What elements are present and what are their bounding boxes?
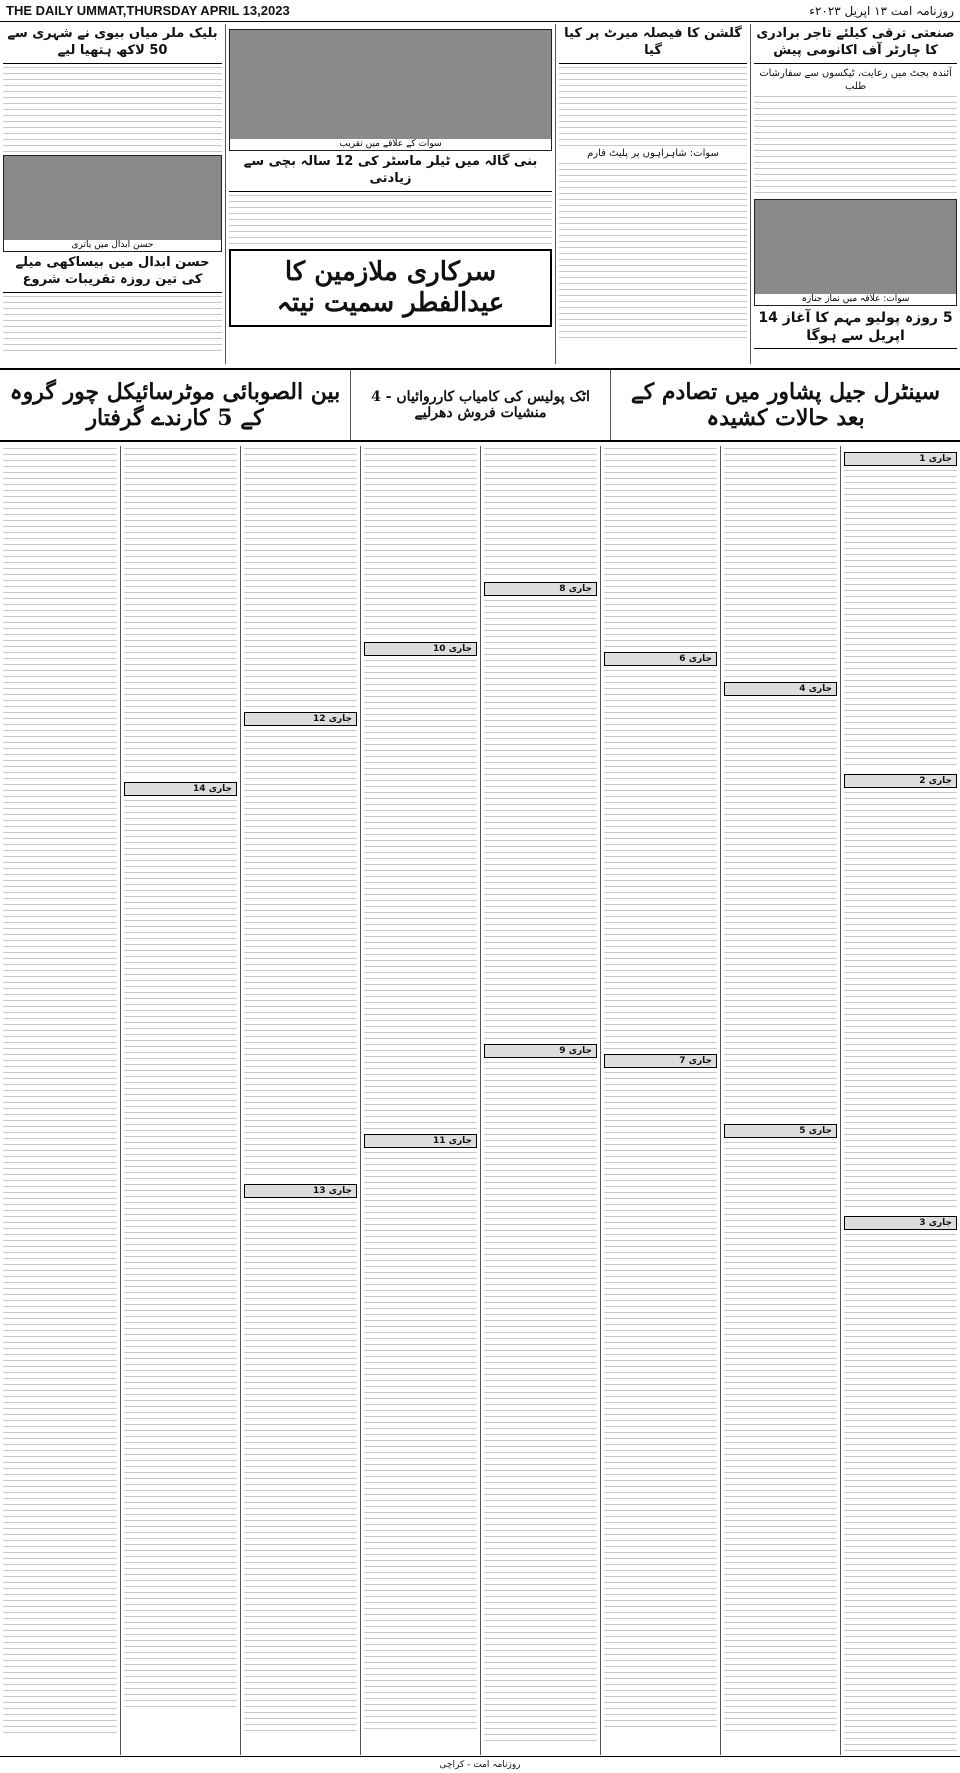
text-col-4 [480,446,600,1755]
news-photo [229,29,552,151]
story-col-2 [555,24,750,364]
body-text [604,1072,717,1732]
text-col-6 [240,446,360,1755]
jump-label: جاری 1 [844,452,957,466]
text-col-7 [120,446,240,1755]
jump-label: جاری 11 [364,1134,477,1148]
body-columns [0,446,960,1755]
main-headline-1: سینٹرل جیل پشاور میں تصادم کے بعد حالات کشیدہ [610,370,960,440]
jump-label: جاری 13 [244,1184,357,1198]
story-headline: بنی گالہ میں ٹیلر ماسٹر کی 12 سالہ بچی سے زیادتی [229,154,552,192]
jump-label: جاری 8 [484,582,597,596]
jump-label: جاری 7 [604,1054,717,1068]
story-col-1 [750,24,960,364]
jump-label: جاری 12 [244,712,357,726]
body-text [604,670,717,1050]
body-text [844,1234,957,1754]
body-text [244,1202,357,1732]
text-col-5 [360,446,480,1755]
top-section [0,24,960,364]
story-headline: حسن ابدال میں بیساکھی میلے کی تین روزہ تقریبات شروع [3,255,222,293]
polio-box: 5 روزہ پولیو مہم کا آغاز 14 اپریل سے ہوگا [754,309,957,349]
masthead-urdu: روزنامہ امت ۱۳ اپریل ۲۰۲۳ء [809,3,954,18]
body-text [3,448,117,1738]
masthead-english: THE DAILY UMMAT,THURSDAY APRIL 13,2023 [6,3,290,18]
main-headline-3: بین الصوبائی موٹرسائیکل چور گروہ کے 5 کارندے گرفتار [9,378,341,431]
story-col-3 [225,24,555,364]
body-text [364,1152,477,1732]
story-body [754,96,957,196]
story-headline: صنعتی ترقی کیلئے تاجر برادری کا چارٹر آف اکانومی پیش [754,26,957,64]
photo-caption: حسن ابدال میں یاتری [4,240,221,251]
body-text [484,600,597,1040]
story-body [3,296,222,356]
story-body [559,67,747,147]
story-headline: بلیک ملر میاں بیوی نے شہری سے 50 لاکھ ہتھیا لیے [3,26,222,64]
story-body [559,163,747,343]
story-col-4 [0,24,225,364]
text-col-3 [600,446,720,1755]
body-text [484,1062,597,1742]
photo-caption: سوات: علاقہ میں نماز جنازہ [755,294,956,305]
text-col-1 [840,446,960,1755]
jump-label: جاری 2 [844,774,957,788]
news-photo [3,155,222,252]
jump-label: جاری 3 [844,1216,957,1230]
story-body [3,67,222,152]
story-subheadline: سوات: شاہراہوں پر پلیٹ فارم [587,147,719,159]
story-subheadline: آئندہ بجٹ میں رعایت، ٹیکسوں سے سفارشات طلب [759,67,952,92]
body-text [724,1142,837,1732]
jump-label: جاری 6 [604,652,717,666]
main-headlines [0,368,960,442]
body-text [244,730,357,1180]
jump-label: جاری 5 [724,1124,837,1138]
body-text [124,448,237,778]
mid-banner: سرکاری ملازمین کا عیدالفطر سمیت نیتہ [229,249,552,327]
body-text [484,448,597,578]
body-text [364,660,477,1130]
body-text [364,448,477,638]
body-text [124,800,237,1710]
photo-caption: سوات کے علاقے میں تقریب [230,139,551,150]
main-headline-2: اٹک پولیس کی کامیاب کارروائیاں - 4 منشیات فروش دھرلیے [350,370,610,440]
story-headline: گلشن کا فیصلہ میرٹ پر کیا گیا [559,26,747,64]
text-col-2 [720,446,840,1755]
story-body [229,195,552,245]
jump-label: جاری 9 [484,1044,597,1058]
news-photo [754,199,957,306]
jump-label: جاری 4 [724,682,837,696]
body-text [844,470,957,770]
body-text [724,448,837,678]
body-text [724,700,837,1120]
body-text [244,448,357,708]
page-footer: روزنامہ امت - کراچی [0,1756,960,1773]
body-text [604,448,717,648]
masthead [0,0,960,22]
text-col-8 [0,446,120,1755]
jump-label: جاری 14 [124,782,237,796]
body-text [844,792,957,1212]
jump-label: جاری 10 [364,642,477,656]
